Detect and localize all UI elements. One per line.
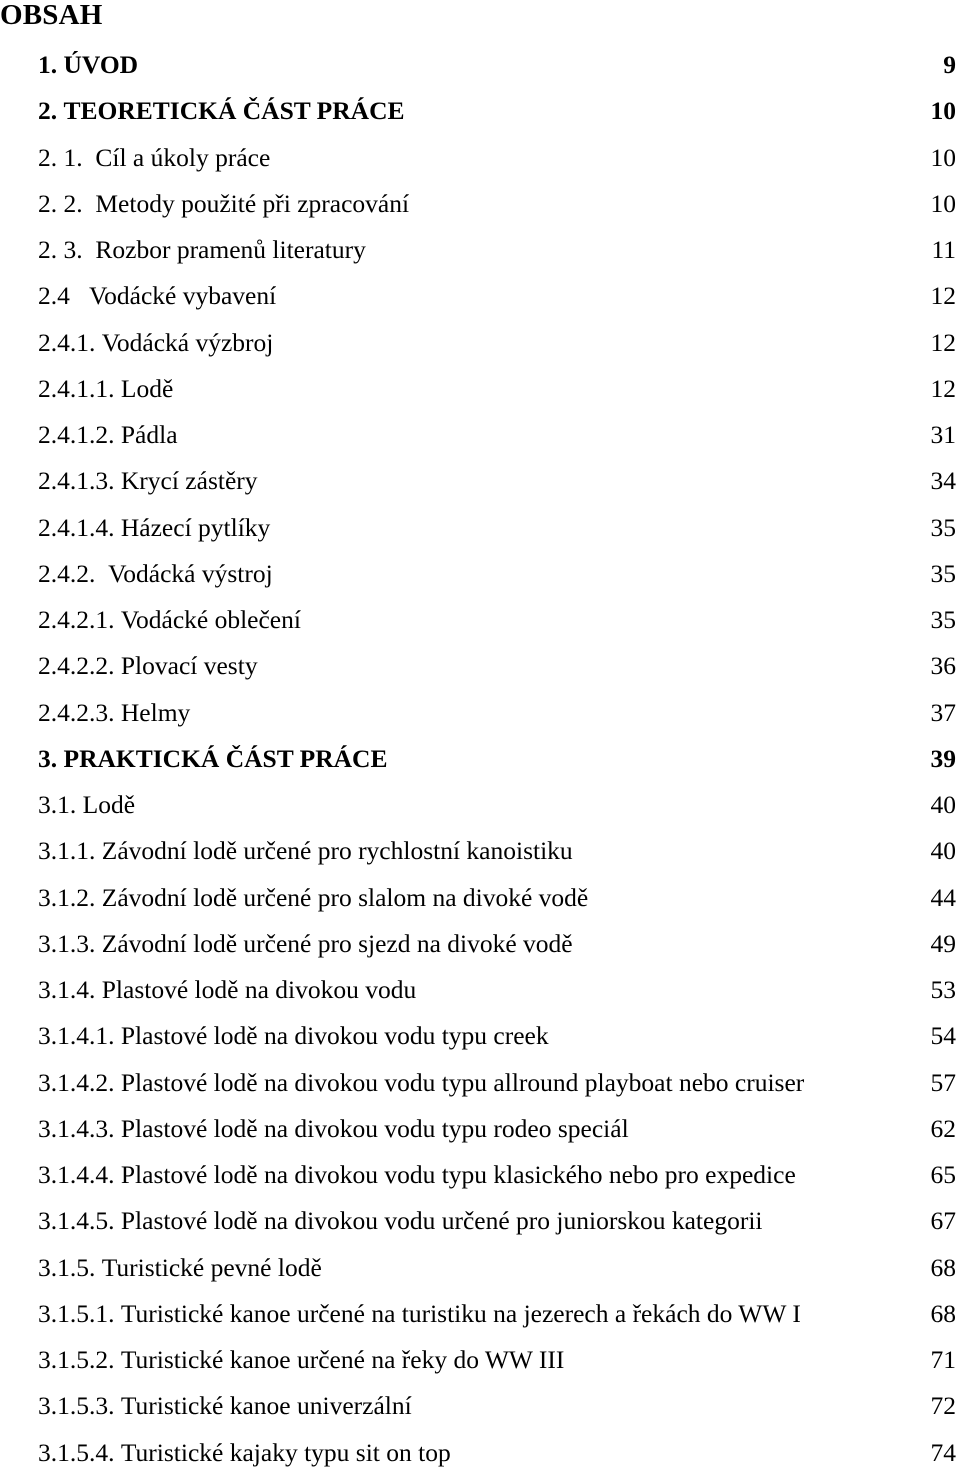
toc-entry-page-number: 67	[930, 1206, 956, 1236]
toc-entry-number: 3.1.2.	[38, 882, 102, 912]
toc-entry[interactable]	[38, 1198, 956, 1244]
toc-entry-title: Turistické kanoe univerzální	[120, 1391, 412, 1421]
toc-entry-title: Vodácká výzbroj	[101, 327, 274, 357]
toc-entry-page-number: 35	[930, 605, 956, 634]
toc-entry-title: Turistické pevné lodě	[101, 1252, 322, 1282]
toc-entry-number: 2. 1.	[38, 142, 96, 172]
toc-entry[interactable]	[38, 782, 956, 828]
toc-entry-number: 3.1.5.4.	[38, 1437, 121, 1467]
toc-entry-page-number: 72	[930, 1391, 956, 1421]
toc-entry-number: 3.1.3.	[38, 928, 102, 958]
toc-entry[interactable]	[38, 181, 956, 227]
toc-entry-number: 3.1.	[38, 790, 83, 819]
toc-entry-title: PRAKTICKÁ ČÁST PRÁCE	[63, 743, 388, 773]
toc-entry-page-number: 31	[930, 420, 956, 449]
toc-entry-title: Závodní lodě určené pro rychlostní kanoistiku	[101, 836, 573, 866]
toc-entry[interactable]	[38, 366, 956, 412]
toc-entry-number: 3.1.5.3.	[38, 1391, 121, 1421]
toc-entry-page-number: 71	[930, 1345, 956, 1374]
toc-entry-number: 2. 3.	[38, 235, 96, 264]
toc-entry-number: 3.1.5.1.	[38, 1298, 121, 1328]
toc-entry-number: 2.4.2.3.	[38, 697, 121, 727]
toc-entry[interactable]	[38, 1060, 956, 1106]
toc-entry[interactable]	[38, 875, 956, 921]
toc-entry-page-number: 9	[943, 50, 956, 79]
toc-entry-title: Rozbor pramenů literatury	[95, 235, 366, 264]
toc-entry-title: Plovací vesty	[120, 651, 258, 681]
toc-entry-title: Turistické kajaky typu sit on top	[120, 1437, 451, 1467]
table-of-contents	[38, 42, 956, 1476]
toc-entry-number: 2.	[38, 96, 64, 126]
toc-entry[interactable]	[38, 458, 956, 504]
toc-entry-title: Turistické kanoe určené na řeky do WW III	[120, 1345, 565, 1374]
toc-entry-number: 2. 2.	[38, 188, 96, 218]
toc-entry-title: Turistické kanoe určené na turistiku na jezerech a řekách do WW I	[120, 1298, 801, 1328]
toc-entry-title: Závodní lodě určené pro slalom na divoké vodě	[101, 882, 589, 912]
toc-entry-number: 3.1.4.	[38, 975, 102, 1004]
toc-entry[interactable]	[38, 921, 956, 967]
toc-entry-title: ÚVOD	[63, 50, 139, 79]
toc-entry-number: 3.1.1.	[38, 836, 102, 866]
toc-entry-page-number: 65	[930, 1160, 956, 1189]
toc-entry-number: 2.4.2.2.	[38, 651, 121, 681]
toc-entry[interactable]	[38, 273, 956, 319]
toc-entry[interactable]	[38, 227, 956, 273]
toc-entry-number: 2.4.1.2.	[38, 420, 121, 449]
toc-entry[interactable]	[38, 320, 956, 366]
toc-entry-number: 3.1.5.	[38, 1252, 102, 1282]
toc-entry-number: 2.4.2.1.	[38, 605, 121, 634]
toc-entry[interactable]	[38, 551, 956, 597]
toc-entry-number: 3.	[38, 743, 64, 773]
toc-entry-number: 3.1.4.2.	[38, 1067, 121, 1097]
toc-entry-number: 3.1.4.3.	[38, 1113, 121, 1143]
toc-entry[interactable]	[38, 736, 956, 782]
toc-entry-title: Házecí pytlíky	[120, 512, 271, 542]
toc-entry-page-number: 36	[930, 651, 956, 681]
toc-entry-title: Plastové lodě na divokou vodu typu allround playboat nebo cruiser	[120, 1067, 805, 1097]
toc-entry[interactable]	[38, 1245, 956, 1291]
toc-entry[interactable]	[38, 828, 956, 874]
toc-entry-number: 2.4	[38, 281, 89, 311]
toc-entry-title: Helmy	[120, 697, 191, 727]
toc-entry-page-number: 35	[930, 558, 956, 588]
toc-entry[interactable]	[38, 1152, 956, 1198]
toc-entry[interactable]	[38, 1383, 956, 1429]
toc-entry-number: 1.	[38, 50, 64, 79]
toc-entry-title: TEORETICKÁ ČÁST PRÁCE	[63, 96, 405, 126]
toc-entry[interactable]	[38, 412, 956, 458]
toc-entry-title: Plastové lodě na divokou vodu typu creek	[120, 1021, 549, 1051]
toc-entry-page-number: 12	[930, 327, 956, 357]
toc-entry-title: Plastové lodě na divokou vodu typu rodeo speciál	[120, 1113, 629, 1143]
toc-entry-number: 3.1.5.2.	[38, 1345, 121, 1374]
toc-entry[interactable]	[38, 42, 956, 88]
toc-entry-page-number: 12	[930, 373, 956, 403]
toc-entry-title: Cíl a úkoly práce	[95, 142, 271, 172]
toc-entry-page-number: 62	[930, 1113, 956, 1143]
toc-entry[interactable]	[38, 1106, 956, 1152]
toc-entry[interactable]	[38, 643, 956, 689]
toc-entry-title: Vodácké oblečení	[120, 605, 301, 634]
toc-entry-number: 3.1.4.4.	[38, 1160, 121, 1189]
toc-entry-title: Plastové lodě na divokou vodu určené pro juniorskou kategorii	[120, 1206, 763, 1236]
toc-entry-page-number: 54	[930, 1021, 956, 1051]
toc-entry[interactable]	[38, 967, 956, 1013]
toc-entry-number: 3.1.4.5.	[38, 1206, 121, 1236]
toc-entry[interactable]	[38, 1013, 956, 1059]
toc-entry[interactable]	[38, 690, 956, 736]
toc-entry[interactable]	[38, 505, 956, 551]
toc-entry-title: Vodácké vybavení	[89, 281, 277, 311]
toc-entry-page-number: 11	[931, 235, 956, 264]
toc-entry-page-number: 10	[930, 188, 956, 218]
toc-entry-number: 2.4.2.	[38, 558, 109, 588]
toc-entry-page-number: 57	[930, 1067, 956, 1097]
toc-entry-title: Lodě	[120, 373, 174, 403]
toc-entry-title: Plastové lodě na divokou vodu typu klasického nebo pro expedice	[120, 1160, 796, 1189]
toc-entry-number: 3.1.4.1.	[38, 1021, 121, 1051]
toc-entry-page-number: 68	[930, 1252, 956, 1282]
toc-entry-number: 2.4.1.1.	[38, 373, 121, 403]
toc-entry-page-number: 68	[930, 1298, 956, 1328]
toc-entry-title: Závodní lodě určené pro sjezd na divoké vodě	[101, 928, 573, 958]
toc-entry-page-number: 35	[930, 512, 956, 542]
toc-entry[interactable]	[38, 1337, 956, 1383]
page-title: OBSAH	[0, 0, 103, 31]
toc-entry[interactable]	[38, 88, 956, 134]
toc-entry-number: 2.4.1.4.	[38, 512, 121, 542]
toc-entry-number: 2.4.1.3.	[38, 466, 121, 496]
toc-entry-page-number: 12	[930, 281, 956, 311]
toc-entry-page-number: 39	[930, 743, 956, 773]
toc-entry-page-number: 74	[930, 1437, 956, 1467]
toc-entry[interactable]	[38, 1291, 956, 1337]
toc-entry[interactable]	[38, 1430, 956, 1476]
toc-entry-page-number: 10	[930, 96, 956, 126]
toc-entry-title: Metody použité při zpracování	[95, 188, 410, 218]
toc-entry-page-number: 40	[930, 836, 956, 866]
toc-entry-title: Lodě	[82, 790, 136, 819]
toc-entry-page-number: 34	[930, 466, 956, 496]
toc-entry-page-number: 40	[930, 790, 956, 819]
toc-entry-page-number: 10	[930, 142, 956, 172]
toc-entry[interactable]	[38, 135, 956, 181]
toc-entry-page-number: 49	[930, 928, 956, 958]
toc-entry-title: Krycí zástěry	[120, 466, 258, 496]
toc-entry-page-number: 44	[930, 882, 956, 912]
toc-entry-title: Plastové lodě na divokou vodu	[101, 975, 417, 1004]
toc-entry-title: Vodácká výstroj	[108, 558, 273, 588]
toc-entry-number: 2.4.1.	[38, 327, 102, 357]
toc-entry[interactable]	[38, 597, 956, 643]
toc-entry-title: Pádla	[120, 420, 178, 449]
toc-entry-page-number: 53	[930, 975, 956, 1004]
toc-entry-page-number: 37	[930, 697, 956, 727]
